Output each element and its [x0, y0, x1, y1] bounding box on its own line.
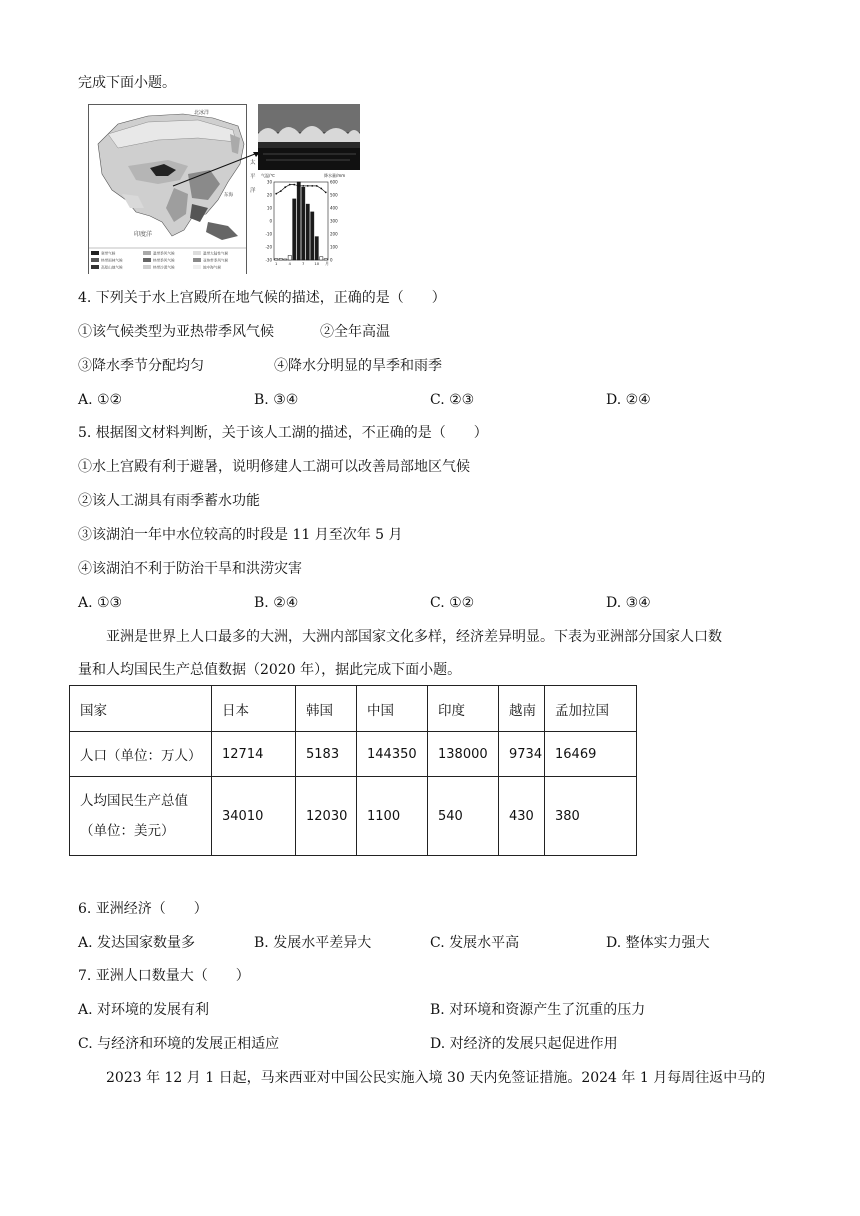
x-tick-label: 4: [288, 261, 291, 266]
q5-statement-4: ④该湖泊不利于防治干旱和洪涝灾害: [78, 561, 302, 577]
legend-item: 高原山地气候: [101, 265, 123, 270]
right-tick-label: 500: [330, 192, 338, 198]
population-gdp-table: [69, 685, 637, 856]
table-cell: 430: [499, 777, 545, 856]
legend-item: 寒带气候: [101, 251, 116, 256]
table-row: [70, 777, 637, 856]
legend-item: 热带雨林气候: [101, 258, 123, 263]
right-tick-label: 400: [330, 205, 338, 211]
precipitation-bar: [293, 199, 296, 260]
precipitation-bar: [320, 257, 323, 260]
q5-option-c[interactable]: C. ①②: [430, 595, 475, 611]
temperature-point: [284, 186, 286, 188]
intro-paragraph-3: 2023 年 12 月 1 日起，马来西亚对中国公民实施入境 30 天内免签证措施。2024 年 1 月每周往返中马的: [106, 1070, 766, 1086]
intro-paragraph-line-2: 量和人均国民生产总值数据（2020 年），据此完成下面小题。: [78, 662, 462, 678]
right-tick-label: 600: [330, 179, 338, 185]
q4-option-d[interactable]: D. ②④: [606, 392, 651, 408]
table-cell: 138000: [428, 732, 499, 777]
temperature-point: [311, 185, 313, 187]
table-header-cell: 孟加拉国: [545, 686, 637, 732]
table-cell: 540: [428, 777, 499, 856]
q4-statement-2: ②全年高温: [320, 324, 390, 340]
q4-statement-1: ①该气候类型为亚热带季风气候: [78, 324, 274, 340]
precipitation-bar: [279, 258, 282, 260]
temperature-point: [302, 185, 304, 187]
climate-chart: [261, 172, 345, 266]
precipitation-bar: [275, 259, 278, 260]
q6-option-a[interactable]: A. 发达国家数量多: [78, 935, 196, 951]
map-label-north: 北冰洋: [194, 110, 210, 116]
precipitation-bar: [284, 259, 287, 260]
asia-climate-map: [89, 105, 261, 275]
temperature-point: [298, 185, 300, 187]
chart-frame: [274, 182, 328, 260]
precipitation-bar: [315, 237, 318, 260]
q7-option-d[interactable]: D. 对经济的发展只起促进作用: [430, 1036, 618, 1052]
table-cell: 144350: [357, 732, 428, 777]
right-tick-label: 300: [330, 218, 338, 224]
q4-option-b[interactable]: B. ③④: [254, 392, 299, 408]
q7-stem: 7. 亚洲人口数量大（ ）: [78, 968, 250, 984]
q5-statement-3: ③该湖泊一年中水位较高的时段是 11 月至次年 5 月: [78, 527, 403, 543]
left-tick-label: -20: [265, 244, 272, 250]
q5-option-b[interactable]: B. ②④: [254, 595, 299, 611]
right-tick-label: 0: [330, 257, 333, 263]
x-tick-label: 10: [314, 261, 320, 266]
q7-option-b[interactable]: B. 对环境和资源产生了沉重的压力: [430, 1002, 646, 1018]
precipitation-bar: [306, 204, 309, 260]
map-label-sea: 东海: [224, 193, 233, 198]
question-figure: [88, 104, 360, 274]
q4-stem: 4. 下列关于水上宫殿所在地气候的描述，正确的是（ ）: [78, 290, 446, 306]
table-cell: 9734: [499, 732, 545, 777]
right-axis-label: 降水量/mm: [324, 173, 346, 178]
temperature-line: [276, 185, 326, 194]
map-label-pacific: 平: [250, 174, 256, 180]
table-header-cell: 国家: [70, 686, 212, 732]
precipitation-bar: [297, 182, 300, 260]
table-row-label: 人口（单位：万人）: [70, 732, 212, 777]
legend-item: 温带季风气候: [153, 251, 175, 256]
q6-option-c[interactable]: C. 发展水平高: [430, 935, 520, 951]
table-header-row: [70, 686, 637, 732]
left-tick-label: -30: [265, 257, 272, 263]
q5-option-a[interactable]: A. ①③: [78, 595, 123, 611]
precipitation-bar: [302, 187, 305, 260]
q5-statement-1: ①水上宫殿有利于避暑，说明修建人工湖可以改善局部地区气候: [78, 459, 470, 475]
precipitation-bar: [324, 259, 327, 260]
left-tick-label: 10: [266, 205, 272, 211]
table-header-cell: 日本: [212, 686, 296, 732]
table-header-cell: 中国: [357, 686, 428, 732]
table-row: [70, 732, 637, 777]
x-tick-label: 7: [302, 261, 305, 266]
row-label-line: （单位：美元）: [80, 823, 175, 839]
water-palace-photo: [258, 104, 360, 170]
legend-item: 温带大陆性气候: [203, 251, 229, 256]
map-label-pacific: 洋: [250, 188, 256, 194]
q6-stem: 6. 亚洲经济（ ）: [78, 901, 208, 917]
left-tick-label: -10: [265, 231, 272, 237]
temperature-point: [289, 184, 291, 186]
legend-item: 热带季风气候: [153, 258, 175, 263]
temperature-point: [275, 193, 277, 195]
q6-option-d[interactable]: D. 整体实力强大: [606, 935, 710, 951]
table-cell: 380: [545, 777, 637, 856]
left-tick-label: 20: [266, 192, 272, 198]
table-cell: 5183: [296, 732, 357, 777]
table-header-cell: 韩国: [296, 686, 357, 732]
table-row-label: [70, 777, 212, 856]
map-label-indian-ocean: 印度洋: [134, 231, 153, 238]
legend-item: 热带沙漠气候: [153, 265, 175, 270]
temperature-point: [293, 184, 295, 186]
q5-option-d[interactable]: D. ③④: [606, 595, 651, 611]
right-tick-label: 200: [330, 231, 338, 237]
row-label-line: 人均国民生产总值: [80, 793, 188, 809]
q7-option-a[interactable]: A. 对环境的发展有利: [78, 1002, 210, 1018]
table-cell: 12030: [296, 777, 357, 856]
table-cell: 16469: [545, 732, 637, 777]
table-header-cell: 印度: [428, 686, 499, 732]
temperature-point: [280, 190, 282, 192]
q5-stem: 5. 根据图文材料判断，关于该人工湖的描述，不正确的是（ ）: [78, 425, 488, 441]
left-tick-label: 0: [269, 218, 272, 224]
x-tick-label: 月: [325, 261, 329, 266]
temperature-point: [325, 192, 327, 194]
q4-option-a[interactable]: A. ①②: [78, 392, 123, 408]
temperature-point: [316, 185, 318, 187]
right-tick-label: 100: [330, 244, 338, 250]
intro-text: 完成下面小题。: [78, 75, 176, 91]
temperature-point: [320, 188, 322, 190]
map-label-pacific: 太: [250, 160, 256, 166]
table-cell: 12714: [212, 732, 296, 777]
q4-statement-4: ④降水分明显的旱季和雨季: [274, 358, 442, 374]
legend-item: 亚热带季风气候: [203, 258, 229, 263]
temperature-point: [307, 185, 309, 187]
left-axis-label: 气温/℃: [261, 173, 275, 178]
precipitation-bar: [311, 212, 314, 260]
left-tick-label: 30: [266, 179, 272, 185]
legend-item: 地中海气候: [203, 265, 221, 270]
q4-option-c[interactable]: C. ②③: [430, 392, 475, 408]
q5-statement-2: ②该人工湖具有雨季蓄水功能: [78, 493, 260, 509]
q6-option-b[interactable]: B. 发展水平差异大: [254, 935, 372, 951]
table-cell: 1100: [357, 777, 428, 856]
x-tick-label: 1: [275, 261, 278, 266]
intro-paragraph-line-1: 亚洲是世界上人口最多的大洲，大洲内部国家文化多样，经济差异明显。下表为亚洲部分国家人口数: [106, 629, 722, 645]
table-header-cell: 越南: [499, 686, 545, 732]
q7-option-c[interactable]: C. 与经济和环境的发展正相适应: [78, 1036, 280, 1052]
q4-statement-3: ③降水季节分配均匀: [78, 358, 204, 374]
precipitation-bar: [288, 255, 291, 260]
table-cell: 34010: [212, 777, 296, 856]
